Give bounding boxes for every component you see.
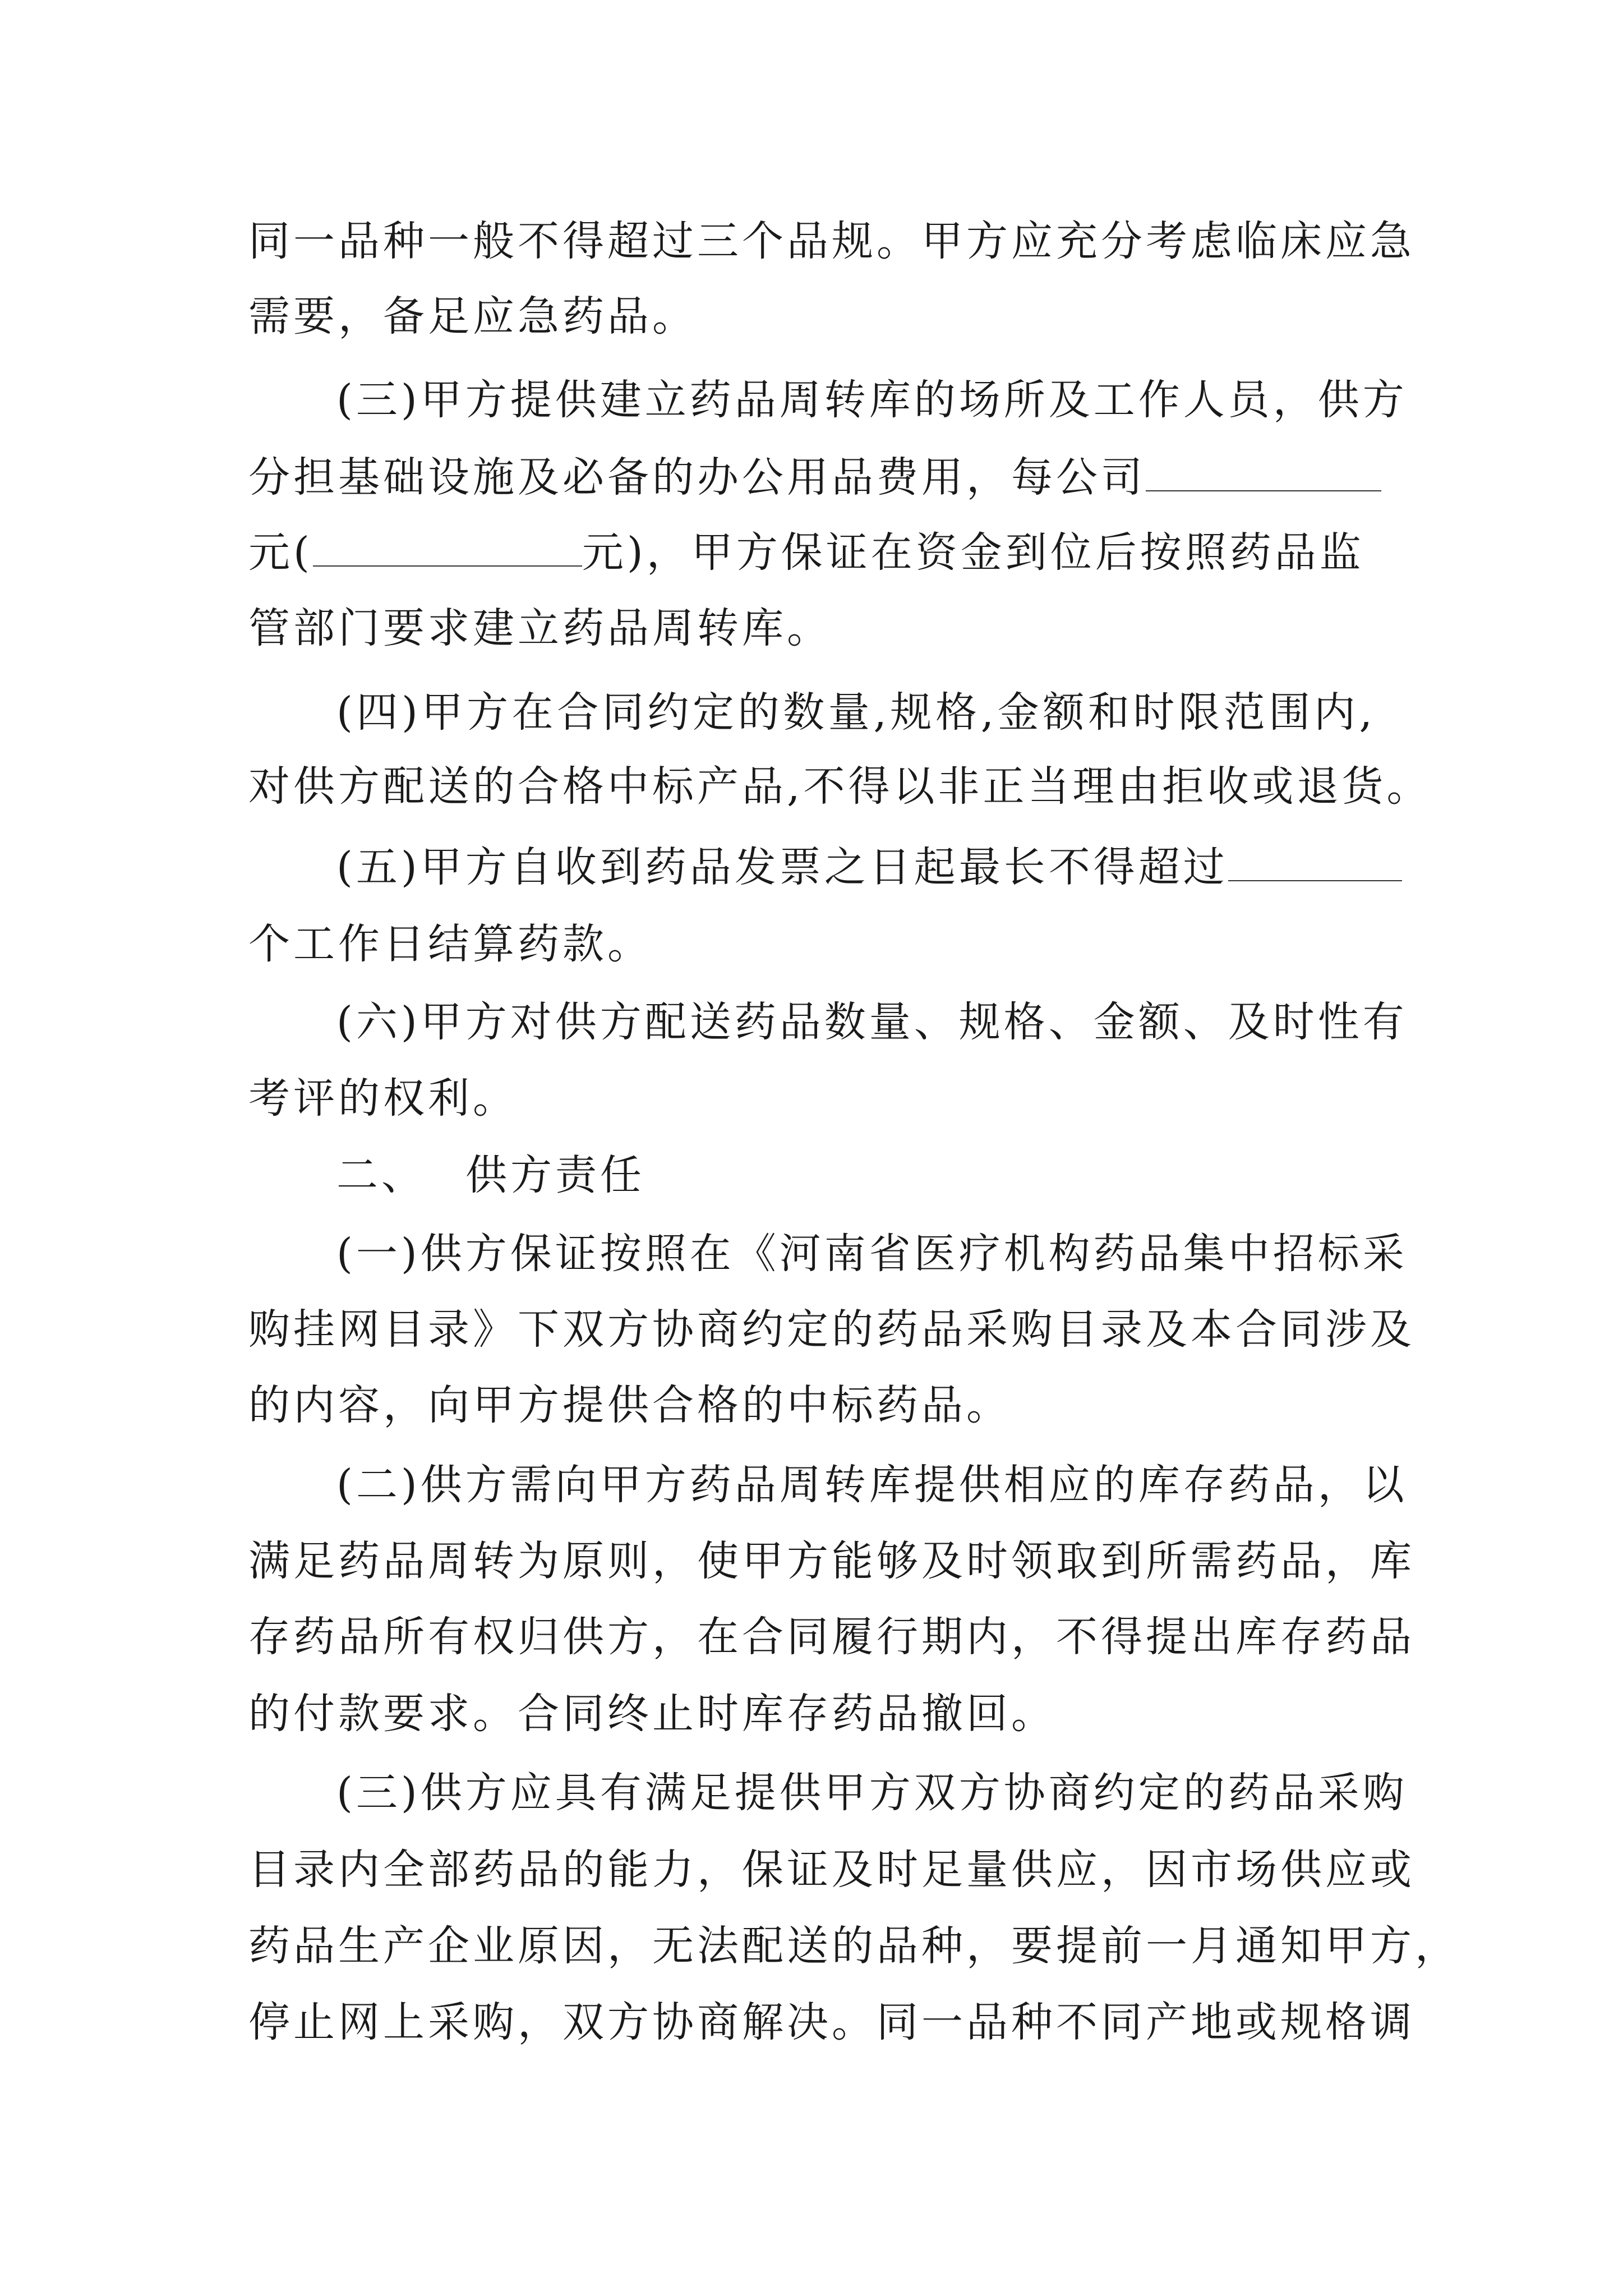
text-line [248, 524, 1364, 581]
fill-in-blank-days[interactable] [1228, 844, 1402, 881]
text-segment: 元( [248, 528, 313, 577]
text-line: 购挂网目录》下双方协商约定的药品采购目录及本合同涉及 [248, 1305, 1415, 1354]
text-line: 满足药品周转为原则，使甲方能够及时领取到所需药品，库 [248, 1537, 1415, 1585]
text-line [336, 839, 1402, 895]
text-line: 个工作日结算药款。 [248, 920, 652, 968]
text-line: (三)甲方提供建立药品周转库的场所及工作人员，供方 [336, 376, 1408, 424]
fill-in-blank-amount[interactable] [1146, 454, 1381, 491]
text-line: 存药品所有权归供方，在合同履行期内，不得提出库存药品 [248, 1613, 1415, 1661]
text-line: 的内容，向甲方提供合格的中标药品。 [248, 1381, 1011, 1429]
text-line: 药品生产企业原因，无法配送的品种，要提前一月通知甲方， [248, 1922, 1460, 1970]
text-line: 考评的权利。 [248, 1074, 518, 1122]
text-line: (一)供方保证按照在《河南省医疗机构药品集中招标采 [336, 1230, 1408, 1278]
fill-in-blank-amount-words[interactable] [313, 530, 582, 567]
text-line: (三)供方应具有满足提供甲方双方协商约定的药品采购 [336, 1769, 1408, 1817]
text-line: 的付款要求。合同终止时库存药品撤回。 [248, 1690, 1056, 1738]
text-line: (四)甲方在合同约定的数量,规格,金额和时限范围内, [336, 688, 1376, 737]
text-line: (六)甲方对供方配送药品数量、规格、金额、及时性有 [336, 998, 1408, 1046]
text-line: 管部门要求建立药品周转库。 [248, 604, 832, 652]
section-number: 二、 [336, 1151, 426, 1199]
text-segment: 元)，甲方保证在资金到位后按照药品监 [582, 528, 1364, 577]
text-line: (二)供方需向甲方药品周转库提供相应的库存药品，以 [336, 1461, 1408, 1509]
text-line: 同一品种一般不得超过三个品规。甲方应充分考虑临床应急 [248, 217, 1415, 265]
text-line: 对供方配送的合格中标产品,不得以非正当理由拒收或退货。 [248, 762, 1432, 811]
section-title: 供方责任 [465, 1151, 645, 1199]
text-line: 需要，备足应急药品。 [248, 292, 697, 341]
text-segment: 分担基础设施及必备的办公用品费用，每公司 [248, 453, 1146, 501]
section-heading [336, 1147, 645, 1203]
text-segment: (五)甲方自收到药品发票之日起最长不得超过 [336, 843, 1228, 891]
text-line: 目录内全部药品的能力，保证及时足量供应，因市场供应或 [248, 1846, 1415, 1894]
text-line: 停止网上采购，双方协商解决。同一品种不同产地或规格调 [248, 1998, 1415, 2046]
text-line [248, 449, 1381, 505]
